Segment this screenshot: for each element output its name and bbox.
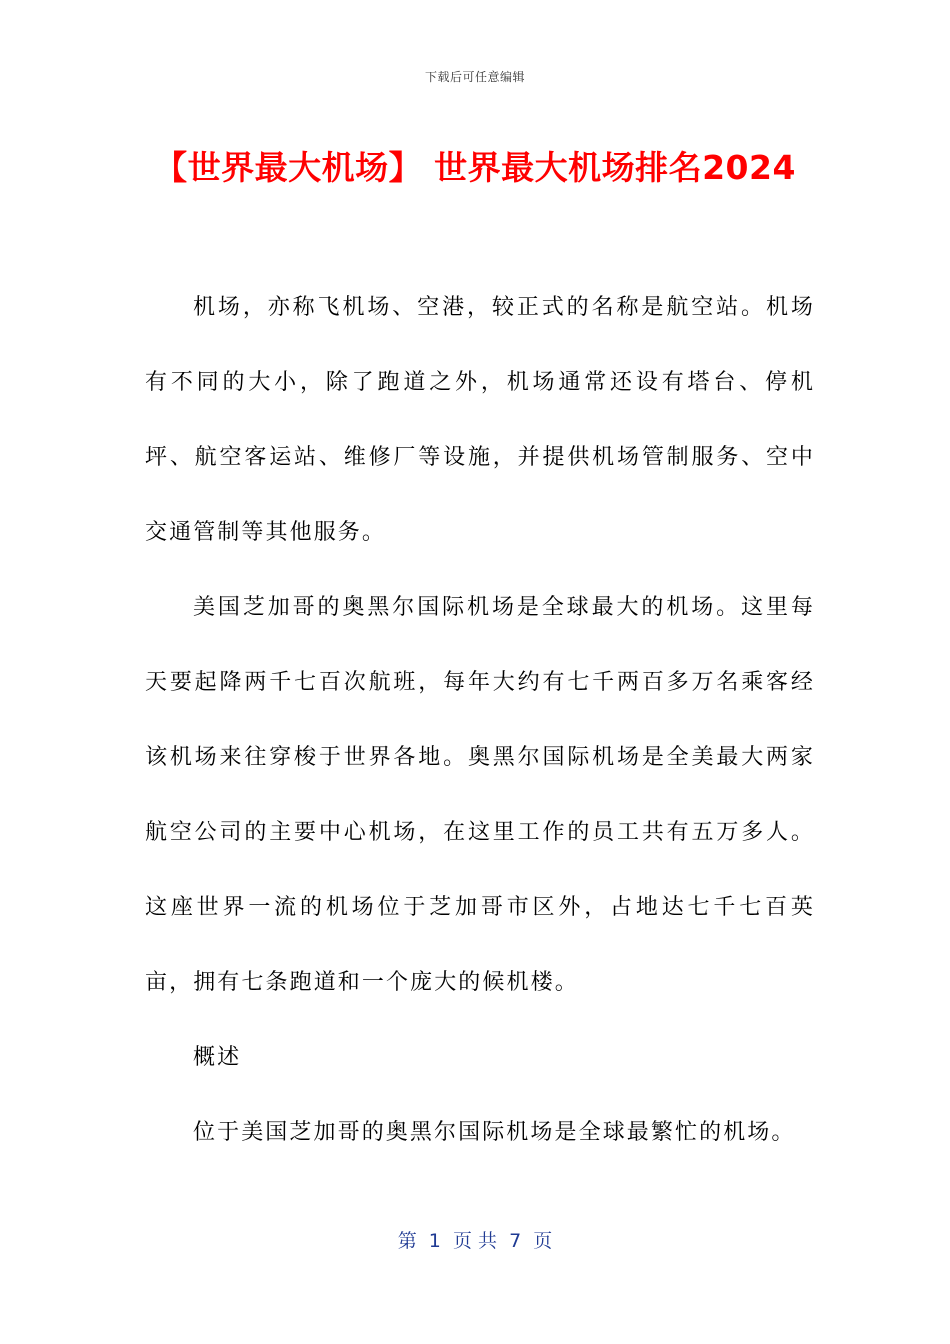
section-heading-overview: 概述 — [193, 1045, 242, 1070]
footer-prefix: 第 — [397, 1230, 429, 1252]
paragraph-ohare-description: 美国芝加哥的奥黑尔国际机场是全球最大的机场。这里每天要起降两千七百次航班，每年大约有七千两百多万名乘客经该机场来往穿梭于世界各地。奥黑尔国际机场是全美最大两家航空公司的主要中心机场，在这里工作的员工共有五万多人。这座世界一流的机场位于芝加哥市区外，占地达七千七百英亩，拥有七条跑道和一个庞大的候机楼。 — [145, 595, 815, 995]
footer-total-pages: 7 — [509, 1230, 522, 1252]
footer-middle: 页 共 — [440, 1230, 510, 1252]
document-body — [145, 270, 815, 1170]
footer-suffix: 页 — [521, 1230, 553, 1252]
paragraph-ohare-busiest: 位于美国芝加哥的奥黑尔国际机场是全球最繁忙的机场。 — [193, 1120, 796, 1145]
paragraph-airport-definition: 机场，亦称飞机场、空港，较正式的名称是航空站。机场有不同的大小，除了跑道之外，机场通常还设有塔台、停机坪、航空客运站、维修厂等设施，并提供机场管制服务、空中交通管制等其他服务。 — [145, 295, 815, 545]
document-title: 【世界最大机场】 世界最大机场排名2024 — [154, 148, 796, 187]
header-note: 下载后可任意编辑 — [424, 70, 525, 84]
page-footer — [0, 1226, 950, 1253]
footer-current-page: 1 — [428, 1230, 441, 1252]
